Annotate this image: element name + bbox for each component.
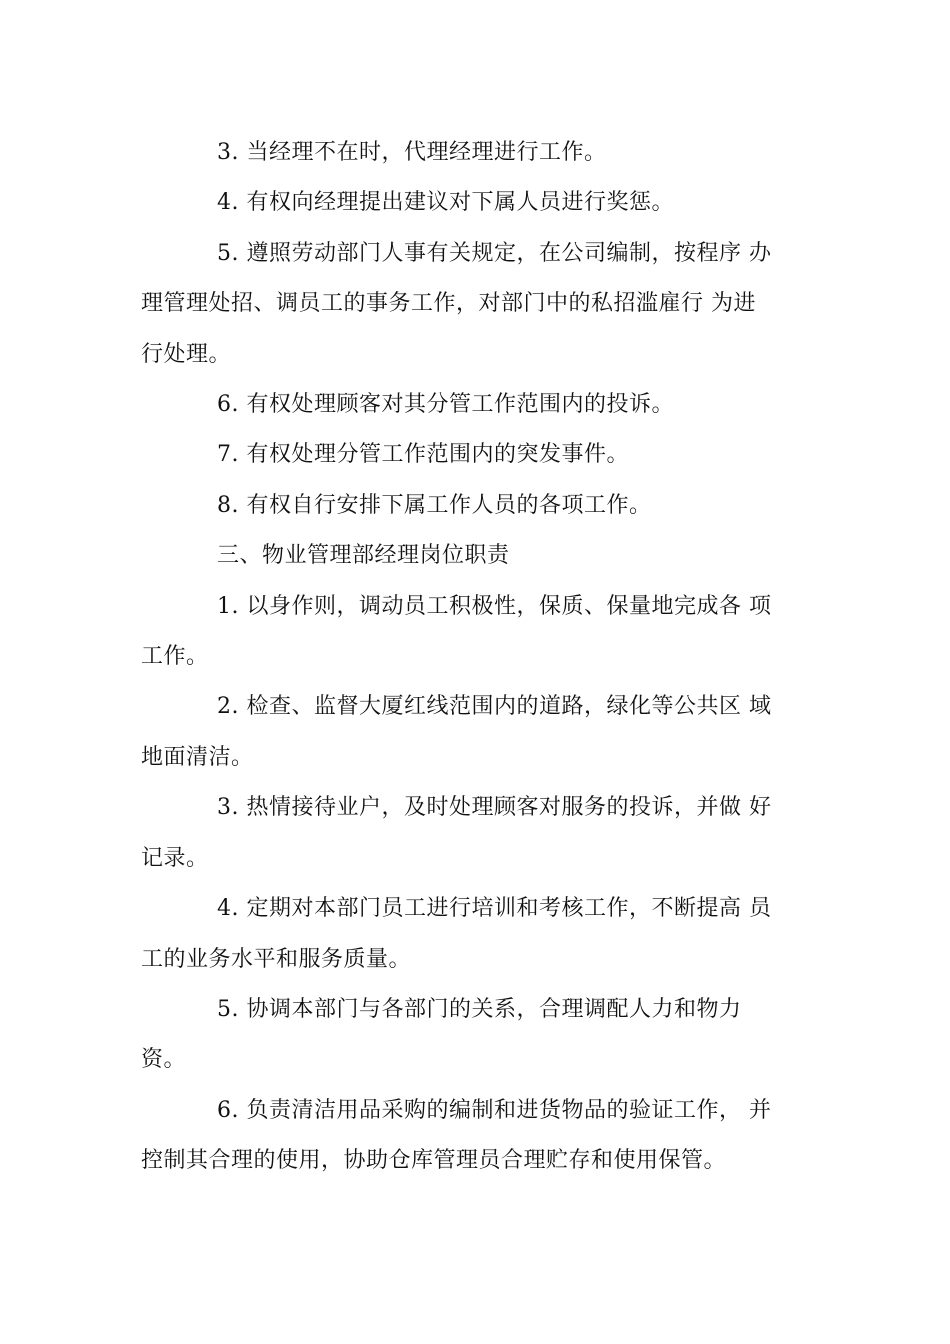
text-line: 5. 协调本部门与各部门的关系，合理调配人力和物力 (217, 996, 742, 1022)
text-line: 3. 当经理不在时，代理经理进行工作。 (217, 140, 607, 165)
text-line: 控制其合理的使用，协助仓库管理员合理贮存和使用保管。 (141, 1148, 727, 1174)
text-line: 理管理处招、调员工的事务工作，对部门中的私招滥雇行 为进 (141, 291, 756, 317)
text-line: 资。 (141, 1047, 187, 1073)
text-line: 4. 有权向经理提出建议对下属人员进行奖惩。 (217, 190, 674, 216)
text-line: 行处理。 (141, 341, 232, 367)
text-line: 1. 以身作则，调动员工积极性，保质、保量地完成各 项 (217, 593, 772, 619)
text-line: 工的业务水平和服务质量。 (141, 946, 412, 972)
text-line: 4. 定期对本部门员工进行培训和考核工作，不断提高 员 (217, 896, 772, 922)
text-line: 地面清洁。 (141, 744, 254, 770)
text-line: 7. 有权处理分管工作范围内的突发事件。 (217, 442, 629, 468)
text-line: 3. 热情接待业户，及时处理顾客对服务的投诉，并做 好 (217, 795, 772, 821)
text-line: 记录。 (141, 845, 209, 871)
document-body (141, 128, 831, 1187)
text-line: 6. 负责清洁用品采购的编制和进货物品的验证工作， 并 (217, 1097, 772, 1123)
text-line: 工作。 (141, 644, 209, 670)
text-line: 5. 遵照劳动部门人事有关规定，在公司编制，按程序 办 (217, 240, 772, 266)
text-line: 2. 检查、监督大厦红线范围内的道路，绿化等公共区 域 (217, 694, 772, 720)
section-heading: 三、物业管理部经理岗位职责 (217, 543, 510, 569)
text-line: 8. 有权自行安排下属工作人员的各项工作。 (217, 492, 652, 518)
text-line: 6. 有权处理顾客对其分管工作范围内的投诉。 (217, 392, 674, 418)
